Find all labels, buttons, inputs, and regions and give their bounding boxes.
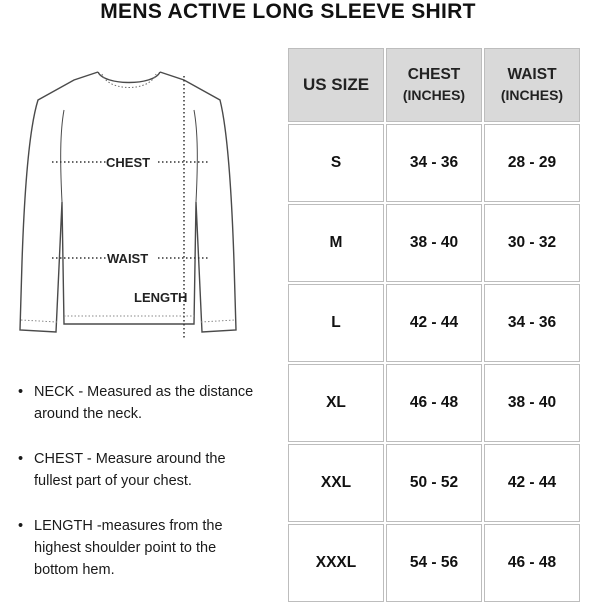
page-title: MENS ACTIVE LONG SLEEVE SHIRT (100, 0, 476, 23)
size-cell: S (288, 124, 384, 202)
table-row (288, 204, 580, 282)
chest-cell: 50 - 52 (386, 444, 482, 522)
measurement-notes (14, 381, 262, 604)
waist-cell: 46 - 48 (484, 524, 580, 602)
table-row (288, 444, 580, 522)
table-row (288, 364, 580, 442)
table-row (288, 284, 580, 362)
waist-label: WAIST (107, 251, 149, 266)
note-chest: • CHEST - Measure around the fullest part of your chest. (18, 451, 226, 489)
chest-label: CHEST (106, 155, 151, 170)
chest-cell: 46 - 48 (386, 364, 482, 442)
waist-cell: 42 - 44 (484, 444, 580, 522)
chest-cell: 38 - 40 (386, 204, 482, 282)
size-chart-table (286, 46, 582, 604)
size-cell: M (288, 204, 384, 282)
note-neck: • NECK - Measured as the distance around the neck. (18, 384, 254, 422)
chest-cell: 54 - 56 (386, 524, 482, 602)
size-cell: XL (288, 364, 384, 442)
header-chest: CHEST (INCHES) (386, 48, 482, 122)
waist-cell: 28 - 29 (484, 124, 580, 202)
waist-cell: 34 - 36 (484, 284, 580, 362)
header-waist: WAIST (INCHES) (484, 48, 580, 122)
waist-cell: 38 - 40 (484, 364, 580, 442)
length-label: LENGTH (134, 290, 188, 305)
table-header-row (288, 48, 580, 122)
chest-cell: 34 - 36 (386, 124, 482, 202)
long-sleeve-shirt-icon (14, 62, 244, 352)
waist-cell: 30 - 32 (484, 204, 580, 282)
table-row (288, 524, 580, 602)
table-row (288, 124, 580, 202)
note-length: • LENGTH -measures from the highest shoulder point to the bottom hem. (18, 518, 223, 578)
size-cell: L (288, 284, 384, 362)
header-us-size: US SIZE (288, 48, 384, 122)
shirt-illustration (14, 62, 244, 352)
size-cell: XXL (288, 444, 384, 522)
chest-cell: 42 - 44 (386, 284, 482, 362)
size-cell: XXXL (288, 524, 384, 602)
